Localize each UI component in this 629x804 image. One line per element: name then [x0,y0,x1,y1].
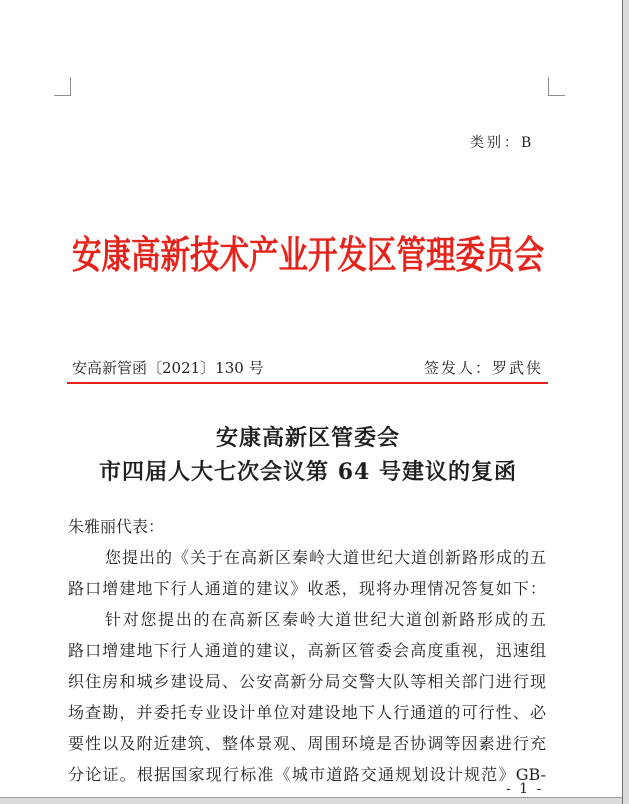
reply-title-line-1: 安康高新区管委会 [215,425,400,451]
salutation: 朱雅丽代表： [68,517,165,536]
body-paragraph-2 [68,604,546,790]
crop-mark-top-left-horizontal [54,95,71,96]
document-header-row [72,358,543,378]
body-line: 路口增建地下行人通道的建议，高新区管委会高度重视，迅速组 [68,641,546,660]
crop-mark-top-left-vertical [70,77,71,96]
body-line: 路口增建地下行人通道的建议》收悉，现将办理情况答复如下： [68,579,546,598]
body-line: 场查勘，并委托专业设计单位对建设地下人行通道的可行性、必 [68,703,546,722]
crop-mark-top-right-horizontal [548,95,565,96]
body-line: 要性以及附近建筑、整体景观、周围环境是否协调等因素进行充 [68,734,546,753]
red-separator-line [67,382,548,384]
issuer-title-text: 安康高新技术产业开发区管理委员会 [71,231,544,278]
body-line: 分论证。根据国家现行标准《城市道路交通规划设计规范》GB- [68,765,546,784]
body-line: 织住房和城乡建设局、公安高新分局交警大队等相关部门进行现 [68,672,546,691]
issuer-title [68,230,548,280]
category-label: 类别：B [470,135,535,151]
crop-mark-top-right-vertical [548,77,549,96]
signer: 签发人：罗武侠 [423,359,543,377]
body-line: 您提出的《关于在高新区秦岭大道世纪大道创新路形成的五 [105,548,546,567]
page-bottom-edge [0,797,622,804]
document-number: 安高新管函〔2021〕130 号 [72,359,264,377]
page-right-edge [622,0,629,804]
reply-title-line-2: 市四届人大七次会议第 64 号建议的复函 [99,459,517,485]
document-body [68,511,546,790]
body-line: 针对您提出的在高新区秦岭大道世纪大道创新路形成的五 [105,610,546,629]
body-paragraph-1 [68,542,546,604]
page-number: - 1 - [506,781,544,797]
